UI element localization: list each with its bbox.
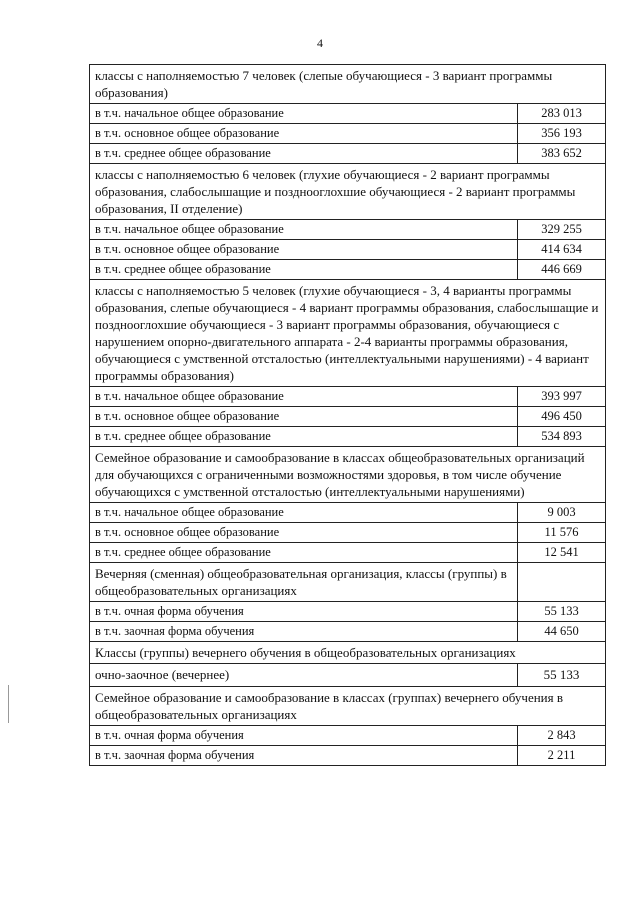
table-row [90,543,606,563]
section-header-text: Семейное образование и самообразование в классах (группах) вечернего обучения в общеобразовательных организациях [90,687,606,726]
row-label: в т.ч. основное общее образование [90,240,518,260]
table-row [90,220,606,240]
row-value: 393 997 [518,387,606,407]
row-label: в т.ч. среднее общее образование [90,260,518,280]
table-row [90,240,606,260]
row-value: 329 255 [518,220,606,240]
table-row [90,503,606,523]
row-value: 414 634 [518,240,606,260]
row-value: 446 669 [518,260,606,280]
table-row [90,523,606,543]
row-label: в т.ч. заочная форма обучения [90,746,518,766]
section-header-row [90,280,606,387]
row-label: в т.ч. основное общее образование [90,124,518,144]
section-header-text: классы с наполняемостью 7 человек (слепые обучающиеся - 3 вариант программы образования) [90,65,606,104]
row-value: 44 650 [518,622,606,642]
row-label: в т.ч. заочная форма обучения [90,622,518,642]
row-label: в т.ч. среднее общее образование [90,427,518,447]
row-label: в т.ч. среднее общее образование [90,144,518,164]
row-label: в т.ч. очная форма обучения [90,602,518,622]
row-value: 2 211 [518,746,606,766]
table-row [90,260,606,280]
row-value: 2 843 [518,726,606,746]
row-label: в т.ч. среднее общее образование [90,543,518,563]
table-row [90,387,606,407]
row-value: 496 450 [518,407,606,427]
row-value: 11 576 [518,523,606,543]
table-row [90,427,606,447]
section-header-row [90,563,606,602]
row-label: в т.ч. основное общее образование [90,407,518,427]
section-header-row [90,642,606,664]
row-label: в т.ч. начальное общее образование [90,104,518,124]
row-label: в т.ч. основное общее образование [90,523,518,543]
table-row [90,104,606,124]
section-header-row [90,65,606,104]
row-value: 283 013 [518,104,606,124]
margin-mark [8,685,9,723]
section-header-row [90,687,606,726]
section-header-row [90,164,606,220]
funding-table [89,64,606,766]
section-header-text: классы с наполняемостью 5 человек (глухие обучающиеся - 3, 4 варианты программы образования, слепые обучающиеся - 4 вариант программы образования, слабослышащие и позднооглохшие обучающиеся - 3 вариант программы образования, обучающиеся с нарушением опорно-двигательного аппарата - 2-4 варианты программы образования, обучающиеся с умственной отсталостью (интеллектуальными нарушениями) - 4 вариант программы образования) [90,280,606,387]
section-header-text: Семейное образование и самообразование в классах общеобразовательных организаций для обучающихся с ограниченными возможностями здоровья, в том числе обучение обучающихся с умственной отсталостью (интеллектуальными нарушениями) [90,447,606,503]
row-value: 55 133 [518,602,606,622]
row-value: 12 541 [518,543,606,563]
row-label: в т.ч. начальное общее образование [90,387,518,407]
section-header-text: Классы (группы) вечернего обучения в общеобразовательных организациях [90,642,606,664]
table-row [90,622,606,642]
row-value: 534 893 [518,427,606,447]
row-label: в т.ч. начальное общее образование [90,503,518,523]
table-row [90,726,606,746]
section-header-text: классы с наполняемостью 6 человек (глухие обучающиеся - 2 вариант программы образования, слабослышащие и позднооглохшие обучающиеся - 2 вариант программы образования, II отделение) [90,164,606,220]
table-row [90,124,606,144]
table-row [90,407,606,427]
row-label: очно-заочное (вечернее) [90,664,518,687]
funding-table-body [90,65,606,766]
table-row [90,746,606,766]
table-row [90,602,606,622]
section-header-value [518,563,606,602]
row-value: 383 652 [518,144,606,164]
table-row [90,144,606,164]
row-value: 356 193 [518,124,606,144]
row-label: в т.ч. начальное общее образование [90,220,518,240]
section-header-text: Вечерняя (сменная) общеобразовательная организация, классы (группы) в общеобразовательных организациях [90,563,518,602]
page-number: 4 [317,36,323,50]
row-value: 55 133 [518,664,606,687]
row-value: 9 003 [518,503,606,523]
table-row [90,664,606,687]
row-label: в т.ч. очная форма обучения [90,726,518,746]
section-header-row [90,447,606,503]
